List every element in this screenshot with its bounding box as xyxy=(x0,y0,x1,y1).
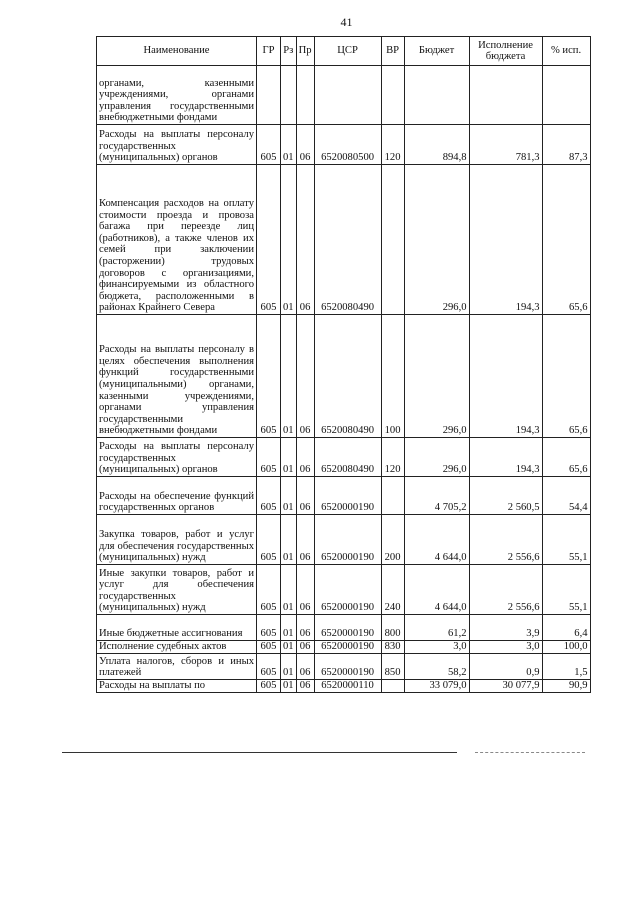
row-percent: 55,1 xyxy=(542,565,590,615)
row-name: Расходы на выплаты персоналу в целях обеспечения выполнения функций государственными (муниципальными) органами, казенными учреждениями, органами управления государственными внебюджетными фондами xyxy=(97,315,257,438)
table-row xyxy=(97,165,591,315)
row-execution: 2 560,5 xyxy=(469,477,542,515)
row-gr: 605 xyxy=(257,615,281,641)
row-vr: 120 xyxy=(381,438,404,477)
row-gr: 605 xyxy=(257,680,281,693)
row-budget: 3,0 xyxy=(404,641,469,654)
row-pr: 06 xyxy=(296,165,314,315)
row-rz: 01 xyxy=(281,565,297,615)
table-row xyxy=(97,315,591,438)
row-budget: 4 644,0 xyxy=(404,565,469,615)
row-percent: 100,0 xyxy=(542,641,590,654)
row-pr: 06 xyxy=(296,641,314,654)
table-row xyxy=(97,565,591,615)
row-budget: 61,2 xyxy=(404,615,469,641)
table-row xyxy=(97,438,591,477)
row-percent: 65,6 xyxy=(542,165,590,315)
header-pr: Пр xyxy=(296,37,314,66)
row-rz xyxy=(281,66,297,125)
row-pr: 06 xyxy=(296,315,314,438)
table-row xyxy=(97,680,591,693)
row-gr: 605 xyxy=(257,125,281,165)
header-budget: Бюджет xyxy=(404,37,469,66)
row-vr xyxy=(381,680,404,693)
row-execution: 2 556,6 xyxy=(469,565,542,615)
row-name: Расходы на обеспечение функций государственных органов xyxy=(97,477,257,515)
row-rz: 01 xyxy=(281,477,297,515)
header-vr: ВР xyxy=(381,37,404,66)
row-percent: 54,4 xyxy=(542,477,590,515)
footer-rule xyxy=(62,752,457,753)
row-rz: 01 xyxy=(281,165,297,315)
row-csr: 6520000190 xyxy=(314,565,381,615)
row-budget: 4 644,0 xyxy=(404,515,469,565)
row-csr: 6520000190 xyxy=(314,515,381,565)
row-gr: 605 xyxy=(257,165,281,315)
row-csr: 6520080490 xyxy=(314,315,381,438)
row-percent: 1,5 xyxy=(542,654,590,680)
row-name: Иные бюджетные ассигнования xyxy=(97,615,257,641)
row-execution: 194,3 xyxy=(469,165,542,315)
row-percent: 55,1 xyxy=(542,515,590,565)
header-execution: Исполнение бюджета xyxy=(469,37,542,66)
row-execution: 194,3 xyxy=(469,315,542,438)
footer-rule-dashed xyxy=(475,752,585,754)
row-csr: 6520000190 xyxy=(314,615,381,641)
row-gr: 605 xyxy=(257,565,281,615)
row-execution xyxy=(469,66,542,125)
budget-table xyxy=(96,36,591,693)
row-budget: 296,0 xyxy=(404,438,469,477)
row-pr: 06 xyxy=(296,615,314,641)
row-vr xyxy=(381,66,404,125)
row-name: Уплата налогов, сборов и иных платежей xyxy=(97,654,257,680)
row-execution: 3,0 xyxy=(469,641,542,654)
row-budget xyxy=(404,66,469,125)
row-pr: 06 xyxy=(296,654,314,680)
row-pr: 06 xyxy=(296,438,314,477)
row-budget: 296,0 xyxy=(404,165,469,315)
row-csr: 6520000110 xyxy=(314,680,381,693)
row-name: Закупка товаров, работ и услуг для обеспечения государственных (муниципальных) нужд xyxy=(97,515,257,565)
row-percent xyxy=(542,66,590,125)
table-row xyxy=(97,641,591,654)
row-execution: 3,9 xyxy=(469,615,542,641)
table-row xyxy=(97,477,591,515)
row-pr: 06 xyxy=(296,125,314,165)
table-row xyxy=(97,66,591,125)
row-csr: 6520080490 xyxy=(314,438,381,477)
row-gr: 605 xyxy=(257,315,281,438)
row-name: органами, казенными учреждениями, органами управления государственными внебюджетными фондами xyxy=(97,66,257,125)
row-percent: 90,9 xyxy=(542,680,590,693)
row-name: Расходы на выплаты персоналу государственных (муниципальных) органов xyxy=(97,125,257,165)
row-name: Расходы на выплаты по xyxy=(97,680,257,693)
row-percent: 87,3 xyxy=(542,125,590,165)
row-rz: 01 xyxy=(281,641,297,654)
table-row xyxy=(97,615,591,641)
row-vr: 240 xyxy=(381,565,404,615)
row-csr: 6520000190 xyxy=(314,654,381,680)
row-percent: 6,4 xyxy=(542,615,590,641)
row-rz: 01 xyxy=(281,680,297,693)
row-name: Иные закупки товаров, работ и услуг для обеспечения государственных (муниципальных) нужд xyxy=(97,565,257,615)
row-percent: 65,6 xyxy=(542,315,590,438)
table-row xyxy=(97,125,591,165)
row-name: Исполнение судебных актов xyxy=(97,641,257,654)
row-name: Компенсация расходов на оплату стоимости проезда и провоза багажа при переезде лиц (работников), а также членов их семей при заключении (расторжении) трудовых договоров с организациями, финансируемыми из областного бюджета, расположенными в районах Крайнего Севера xyxy=(97,165,257,315)
header-name: Наименование xyxy=(97,37,257,66)
header-csr: ЦСР xyxy=(314,37,381,66)
row-pr xyxy=(296,66,314,125)
table-header-row xyxy=(97,37,591,66)
row-gr xyxy=(257,66,281,125)
table-row xyxy=(97,654,591,680)
header-percent: % исп. xyxy=(542,37,590,66)
row-rz: 01 xyxy=(281,315,297,438)
row-budget: 58,2 xyxy=(404,654,469,680)
row-vr: 100 xyxy=(381,315,404,438)
row-budget: 296,0 xyxy=(404,315,469,438)
row-budget: 4 705,2 xyxy=(404,477,469,515)
row-budget: 33 079,0 xyxy=(404,680,469,693)
row-csr: 6520000190 xyxy=(314,641,381,654)
row-gr: 605 xyxy=(257,641,281,654)
table-row xyxy=(97,515,591,565)
row-pr: 06 xyxy=(296,680,314,693)
row-vr: 830 xyxy=(381,641,404,654)
row-budget: 894,8 xyxy=(404,125,469,165)
row-gr: 605 xyxy=(257,477,281,515)
row-pr: 06 xyxy=(296,477,314,515)
row-csr xyxy=(314,66,381,125)
page-number: 41 xyxy=(340,15,353,29)
row-execution: 781,3 xyxy=(469,125,542,165)
row-rz: 01 xyxy=(281,515,297,565)
row-vr: 120 xyxy=(381,125,404,165)
row-csr: 6520000190 xyxy=(314,477,381,515)
row-name: Расходы на выплаты персоналу государственных (муниципальных) органов xyxy=(97,438,257,477)
row-pr: 06 xyxy=(296,515,314,565)
row-execution: 0,9 xyxy=(469,654,542,680)
row-gr: 605 xyxy=(257,438,281,477)
row-rz: 01 xyxy=(281,615,297,641)
row-csr: 6520080500 xyxy=(314,125,381,165)
row-vr xyxy=(381,165,404,315)
row-execution: 194,3 xyxy=(469,438,542,477)
row-vr: 200 xyxy=(381,515,404,565)
row-vr: 800 xyxy=(381,615,404,641)
header-rz: Рз xyxy=(281,37,297,66)
row-vr: 850 xyxy=(381,654,404,680)
row-rz: 01 xyxy=(281,125,297,165)
row-percent: 65,6 xyxy=(542,438,590,477)
row-pr: 06 xyxy=(296,565,314,615)
row-gr: 605 xyxy=(257,654,281,680)
row-rz: 01 xyxy=(281,438,297,477)
row-rz: 01 xyxy=(281,654,297,680)
row-csr: 6520080490 xyxy=(314,165,381,315)
row-execution: 30 077,9 xyxy=(469,680,542,693)
row-execution: 2 556,6 xyxy=(469,515,542,565)
row-gr: 605 xyxy=(257,515,281,565)
header-gr: ГР xyxy=(257,37,281,66)
row-vr xyxy=(381,477,404,515)
